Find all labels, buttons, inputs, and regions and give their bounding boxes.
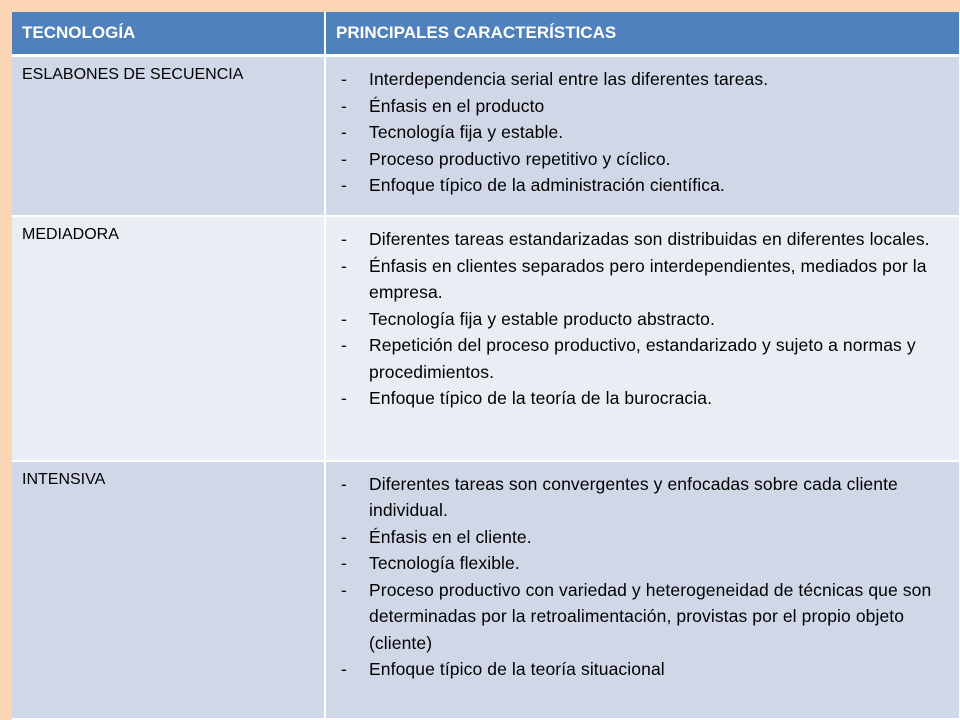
technology-name: MEDIADORA: [22, 226, 119, 244]
technology-cell: [12, 56, 325, 217]
technology-name: INTENSIVA: [22, 470, 106, 488]
header-caracteristicas: PRINCIPALES CARACTERÍSTICAS: [325, 12, 960, 56]
feature-item: - Enfoque típico de la teoría de la burocracia.: [336, 385, 949, 412]
feature-item: - Diferentes tareas son convergentes y enfocadas sobre cada cliente individual.: [336, 471, 949, 524]
features-list: [336, 226, 949, 412]
header-tecnologia: TECNOLOGÍA: [12, 12, 325, 56]
table-row: [12, 461, 960, 719]
feature-item: - Énfasis en el cliente.: [336, 524, 949, 551]
feature-item: - Tecnología fija y estable.: [336, 119, 949, 146]
feature-item: - Repetición del proceso productivo, estandarizado y sujeto a normas y procedimientos.: [336, 332, 949, 385]
table-row: [12, 56, 960, 217]
technology-cell: [12, 216, 325, 461]
feature-item: - Enfoque típico de la teoría situacional: [336, 656, 949, 683]
features-cell: [325, 56, 960, 217]
features-list: [336, 471, 949, 683]
features-cell: [325, 461, 960, 719]
technology-name: ESLABONES DE SECUENCIA: [22, 66, 244, 83]
table-row: [12, 216, 960, 461]
technology-table: [12, 12, 960, 720]
features-cell: [325, 216, 960, 461]
feature-item: - Tecnología flexible.: [336, 550, 949, 577]
feature-item: - Énfasis en clientes separados pero interdependientes, mediados por la empresa.: [336, 253, 949, 306]
feature-item: - Interdependencia serial entre las diferentes tareas.: [336, 66, 949, 93]
features-list: [336, 66, 949, 199]
feature-item: - Proceso productivo repetitivo y cíclico.: [336, 146, 949, 173]
feature-item: - Proceso productivo con variedad y heterogeneidad de técnicas que son determinadas por la retroalimentación, provistas por el propio objeto (cliente): [336, 577, 949, 657]
feature-item: - Diferentes tareas estandarizadas son distribuidas en diferentes locales.: [336, 226, 949, 253]
feature-item: - Énfasis en el producto: [336, 93, 949, 120]
technology-cell: [12, 461, 325, 719]
feature-item: - Tecnología fija y estable producto abstracto.: [336, 306, 949, 333]
feature-item: - Enfoque típico de la administración científica.: [336, 172, 949, 199]
table-header-row: [12, 12, 960, 56]
